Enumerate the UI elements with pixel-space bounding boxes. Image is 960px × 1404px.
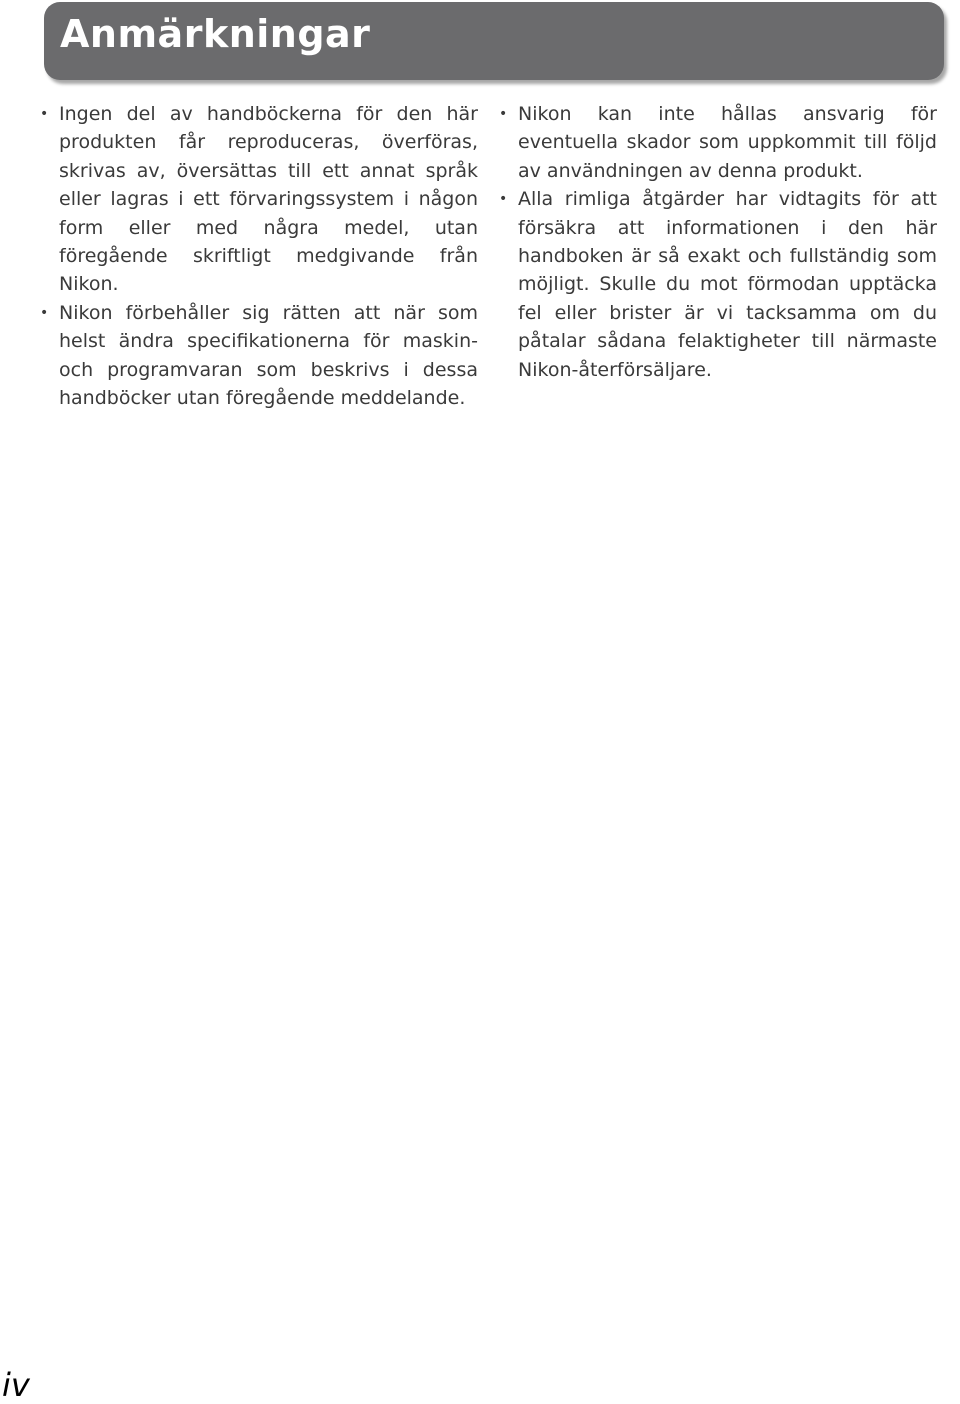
notes-list-left bbox=[38, 100, 478, 412]
list-item: • Alla rimliga åtgärder har vidtagits för att försäkra att informationen i den här handboken är så exakt och fullständig som möjligt. Skulle du mot förmodan upptäcka fel eller brister är vi tacksamma om du påtalar sådana felaktigheter till närmaste Nikon-återförsäljare. bbox=[497, 185, 937, 384]
section-header bbox=[44, 2, 944, 80]
notes-list-right bbox=[497, 100, 937, 384]
left-column bbox=[38, 100, 478, 412]
list-item: • Nikon kan inte hållas ansvarig för eventuella skador som uppkommit till följd av användningen av denna produkt. bbox=[497, 100, 937, 185]
page-number: iv bbox=[2, 1366, 30, 1404]
list-item: • Nikon förbehåller sig rätten att när som helst ändra speciﬁkationerna för maskin- och programvaran som beskrivs i dessa handböcker utan föregående meddelande. bbox=[38, 299, 478, 413]
list-item: • Ingen del av handböckerna för den här produkten får reproduceras, överföras, skrivas av, översättas till ett annat språk eller lagras i ett förvaringssystem i någon form eller med några medel, utan föregående skriftligt medgivande från Nikon. bbox=[38, 100, 478, 299]
right-column bbox=[497, 100, 937, 384]
page-title: Anmärkningar bbox=[60, 12, 371, 56]
